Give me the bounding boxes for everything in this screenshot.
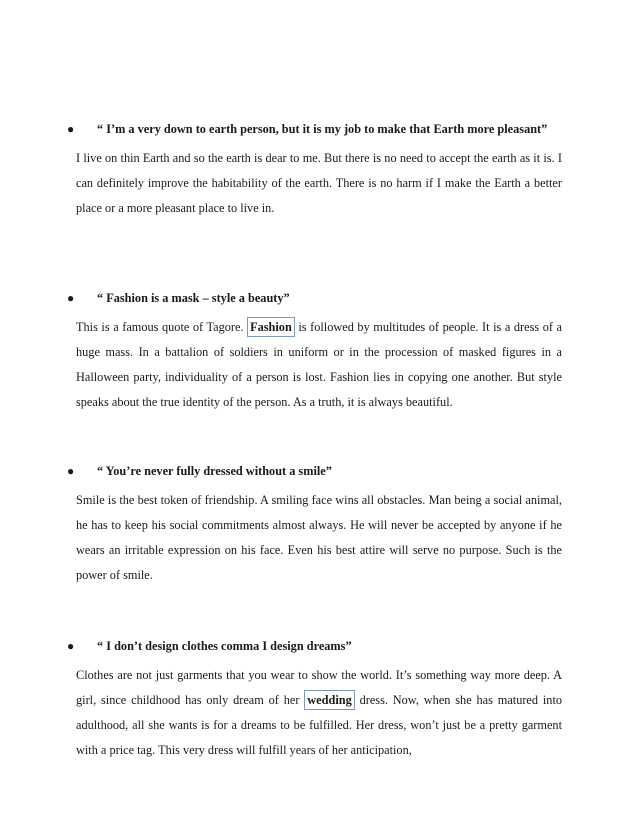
quote-heading-text: “ Fashion is a mask – style a beauty” [97,291,290,305]
fashion-link[interactable]: Fashion [247,317,295,337]
bullet-icon: ● [67,122,75,136]
quote-heading [67,286,562,311]
quote-section-2 [67,286,563,415]
quote-heading-text: “ I’m a very down to earth person, but it is my job to make that Earth more pleasant” [97,122,548,136]
quote-heading [67,634,562,659]
body-text-after: is followed by multitudes of people. It is a dress of a huge mass. In a battalion of soldiers in uniform or in the procession of masked figures in a Halloween party, individuality of a person is lost. Fashion lies in copying one another. But style speaks about the true identity of the person. As a truth, it is always beautiful. [76,320,563,409]
quote-section-4 [67,634,563,763]
bullet-icon: ● [67,291,75,305]
quote-heading-text: “ I don’t design clothes comma I design dreams” [97,639,352,653]
wedding-link[interactable]: wedding [304,690,354,710]
quote-body: I live on thin Earth and so the earth is dear to me. But there is no need to accept the earth as it is. I can definitely improve the habitability of the earth. There is no harm if I make the Earth a better place or a more pleasant place to live in. [76,151,562,215]
quote-section-3 [67,459,562,588]
quote-body: Smile is the best token of friendship. A smiling face wins all obstacles. Man being a social animal, he has to keep his social commitments almost always. He will never be accepted by anyone if he wears an irritable expression on his face. Even his best attire will serve no purpose. Such is the power of smile. [76,493,562,582]
quote-body [76,315,562,415]
quote-heading [67,459,562,484]
quote-body [76,663,562,763]
bullet-icon: ● [67,639,75,653]
bullet-icon: ● [67,464,75,478]
body-text-after: dress. Now, when she has matured into adulthood, all she wants is for a dreams to be fulfilled. Her dress, won’t just be a pretty garment with a price tag. This very dress will fulfill years of her anticipation, [76,693,563,757]
body-text-before: This is a famous quote of Tagore. [76,320,244,334]
quote-heading [67,117,562,142]
quote-section-1 [67,117,562,221]
body-text-before: Clothes are not just garments that you wear to show the world. It’s something way more deep. A girl, since childhood has only dream of her [76,668,562,707]
quote-heading-text: “ You’re never fully dressed without a smile” [97,464,332,478]
